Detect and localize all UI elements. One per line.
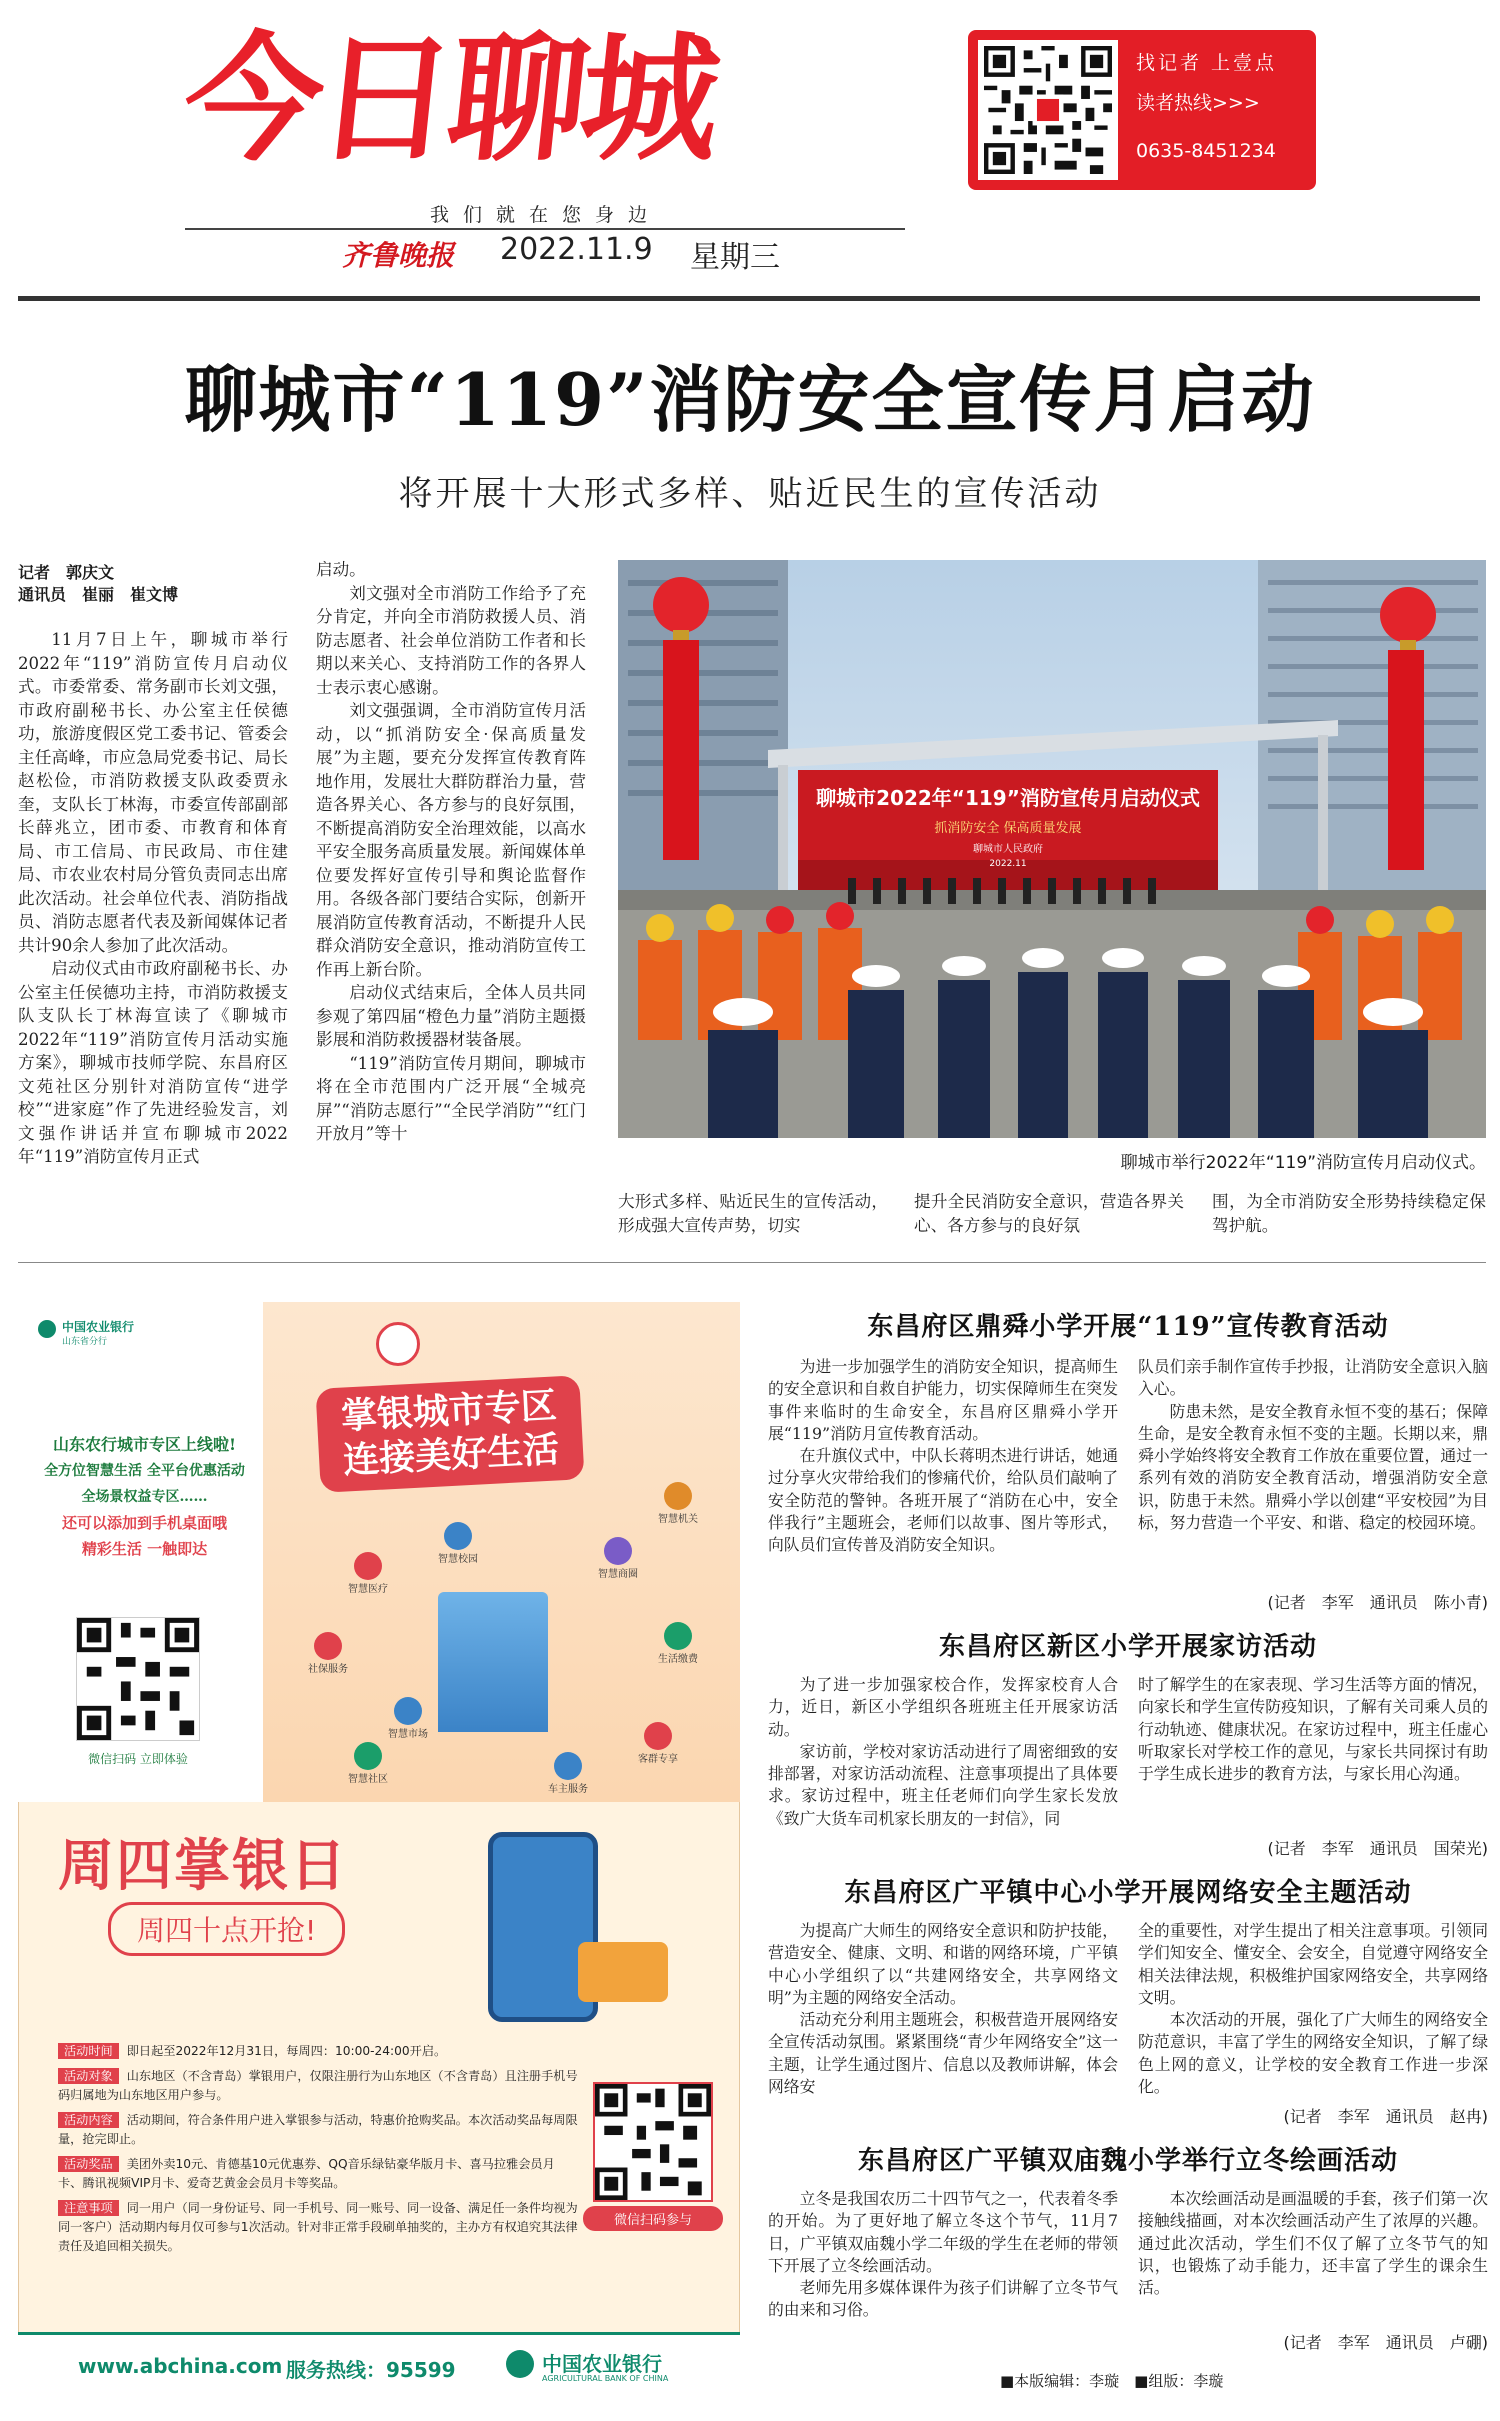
service-icon: 客群专享 (638, 1722, 678, 1765)
photo-banner-org: 聊城市人民政府 (973, 844, 1043, 855)
lead-paragraph: 11月7日上午，聊城市举行2022年“119”消防宣传月启动仪式。市委常委、常务副市长刘文强，市政府副秘书长、办公室主任侯德功，旅游度假区党工委书记、管委会主任高峰，市应急局党委书记、局长赵松俭，市消防救援支队政委贾永奎，支队长丁林海，市委宣传部副部长薛兆立，团市委、市教育和体育局、市工信局、市民政局、市住建局、市农业农村局分管负责同志出席此次活动。社会单位代表、消防指战员、消防志愿者代表及新闻媒体记者共计90余人参加了此次活动。 (18, 630, 288, 955)
service-icon: 生活缴费 (658, 1622, 698, 1665)
lead-paragraph: 启动仪式结束后，全体人员共同参观了第四届“橙色力量”消防主题摄影展和消防救援器材装备展。 (316, 983, 586, 1049)
story-column: 本次绘画活动是画温暖的手套，孩子们第一次接触线描画，对本次绘画活动产生了浓厚的兴趣。通过此次活动，学生们不仅了解了立冬节气的知识，也锻炼了动手能力，还丰富了学生的课余生活。 (1138, 2189, 1488, 2298)
ad-rule-item: 活动对象 山东地区（不含青岛）掌银用户，仅限注册行为山东地区（不含青岛）且注册手机号码归属地为山东地区用户参与。 (58, 2069, 578, 2102)
ad-promo-line3: 全场景权益专区…… (81, 1489, 208, 1505)
story-title: 东昌府区鼎舜小学开展“119”宣传教育活动 (867, 1312, 1389, 1342)
ad-banner-line2: 连接美好生活 (342, 1429, 561, 1482)
masthead-qr-icon[interactable] (978, 40, 1118, 180)
lead-paragraph: 刘文强强调，全市消防宣传月活动，以“抓消防安全·保高质量发展”为主题，要充分发挥宣传教育阵地作用，发展壮大群防群治力量，营造各界关心、各方参与的良好氛围，不断提高消防安全治理效能，以高水平安全服务高质量发展。新闻媒体单位要发挥好宣传引导和舆论监督作用。各级各部门要结合实际，创新开展消防宣传教育活动，不断提升人民群众消防安全意识，推动消防宣传工作再上新台阶。 (316, 701, 586, 979)
service-icon: 社保服务 (308, 1632, 348, 1675)
service-icon: 智慧校园 (438, 1522, 478, 1565)
hotline-number: 0635-8451234 (1136, 140, 1276, 162)
ad-rule-item: 活动时间 即日起至2022年12月31日，每周四：10:00-24:00开启。 (58, 2042, 578, 2061)
ad-weekday-title: 周四掌银日 (58, 1834, 348, 1899)
story-column: 为提高广大师生的网络安全意识和防护技能，营造安全、健康、文明、和谐的网络环境，广平镇中心小学组织了以“共建网络安全，共享网络文明”为主题的网络安全活动。 活动充分利用主题班会，积极营造开展网络安全宣传活动氛围。紧紧围绕“青少年网络安全”这一主题，让学生通过图片、信息以及教师讲解，体会网络安 (768, 1921, 1118, 2097)
lead-paragraph: 启动仪式由市政府副秘书长、办公室主任侯德功主持，市消防救援支队支队长丁林海宣读了《聊城市2022年“119”消防宣传月活动实施方案》，聊城市技师学院、东昌府区文苑社区分别针对消防宣传“进学校”“进家庭”作了先进经验发言，刘文强作讲话并宣布聊城市2022年“119”消防宣传月正式 (18, 959, 288, 1166)
page-editor-credit: ■本版编辑：李璇 ■组版：李璇 (1000, 2372, 1224, 2390)
ad-weekday-sub: 周四十点开抢! (108, 1902, 345, 1956)
service-icon: 车主服务 (548, 1752, 588, 1795)
story-column: 时了解学生的在家表现、学习生活等方面的情况，向家长和学生宣传防疫知识，了解有关司乘人员的行动轨迹、健康状况。在家访过程中，班主任虚心听取家长对学校工作的意见，与家长共同探讨有助于学生成长进步的教育方法，与家长用心沟通。 (1138, 1675, 1488, 1784)
masthead-slogan: 我们就在您身边 (430, 204, 662, 226)
service-icon: 智慧医疗 (348, 1552, 388, 1595)
masthead-weekday: 星期三 (690, 240, 780, 275)
ad-banner-line1: 掌银城市专区 (339, 1385, 558, 1438)
ad-footer-logo: 中国农业银行 (542, 2352, 662, 2376)
photo-banner-sub: 抓消防安全 保高质量发展 (934, 821, 1082, 836)
bank-branch: 山东省分行 (62, 1337, 108, 1347)
ad-promo-line1: 山东农行城市专区上线啦! (52, 1435, 237, 1454)
hotline-line1: 找记者 上壹点 (1136, 52, 1278, 74)
lead-paragraph: 刘文强对全市消防工作给予了充分肯定，并向全市消防救援人员、消防志愿者、社会单位消防工作者和长期以来关心、支持消防工作的各界人士表示衷心感谢。 (316, 583, 586, 697)
bank-advertisement (18, 1302, 740, 2404)
story-credit: (记者 李军 通讯员 陈小青) (1267, 1593, 1488, 1612)
story-column: 全的重要性，对学生提出了相关注意事项。引领同学们知安全、懂安全、会安全，自觉遵守网络安全相关法律法规，积极维护国家网络安全，共享网络文明。 本次活动的开展，强化了广大师生的网络安全防范意识，丰富了学生的网络安全知识，了解了绿色上网的意义，让学校的安全教育工作进一步深化。 (1138, 1921, 1488, 2097)
service-icon: 智慧商圈 (598, 1537, 638, 1580)
ad-promo-line2: 全方位智慧生活 全平台优惠活动 (44, 1463, 245, 1479)
lead-paragraph: 启动。 (316, 560, 366, 579)
ad-qr-icon[interactable] (76, 1617, 200, 1741)
story-column: 为进一步加强学生的消防安全知识，提高师生的安全意识和自救自护能力，切实保障师生在突发事件来临时的生命安全，东昌府区鼎舜小学开展“119”消防月宣传教育活动。 在升旗仪式中，中队长蒋明杰进行讲话，她通过分享火灾带给我们的惨痛代价，给队员们敲响了安全防范的警钟。各班开展了“消防在心中，安全伴我行”主题班会，老师们以故事、图片等形式，向队员们宣传普及消防安全知识。 (768, 1357, 1118, 1555)
ad-promo-line5: 精彩生活 一触即达 (81, 1540, 208, 1558)
gift-icon (578, 1942, 668, 2002)
lead-byline (18, 562, 288, 606)
ad-qr2-icon[interactable] (593, 2082, 713, 2202)
story-credit: (记者 李军 通讯员 卢硼) (1283, 2333, 1488, 2352)
city-skyline-icon (438, 1592, 548, 1732)
story-column: 为了进一步加强家校合作，发挥家校育人合力，近日，新区小学组织各班班主任开展家访活动。 家访前，学校对家访活动进行了周密细致的安排部署，对家访活动流程、注意事项提出了具体要求。家访过程中，班主任老师们向学生家长发放《致广大货车司机家长朋友的一封信》，同 (768, 1675, 1118, 1828)
masthead-title: 今日聊城 (176, 19, 722, 180)
ad-qr2-caption: 微信扫码参与 (583, 2206, 723, 2231)
service-icon: 智慧社区 (348, 1742, 388, 1785)
photo-banner-date: 2022.11 (989, 859, 1027, 869)
masthead-date: 2022.11.9 (500, 232, 653, 267)
lead-column-1 (18, 628, 288, 1169)
lead-subhead: 将开展十大形式多样、贴近民生的宣传活动 (398, 474, 1102, 514)
story-credit: (记者 李军 通讯员 赵冉) (1283, 2107, 1488, 2126)
byline-reporter: 记者 郭庆文 (18, 563, 115, 582)
byline-correspondent: 通讯员 崔丽 崔文博 (18, 585, 179, 604)
story-credit: (记者 李军 通讯员 国荣光) (1267, 1839, 1488, 1858)
abc-footer-logo-icon (506, 2350, 534, 2378)
lead-headline: 聊城市“119”消防安全宣传月启动 (184, 357, 1316, 442)
ad-website[interactable]: www.abchina.com (78, 2354, 283, 2378)
lead-column-2 (316, 558, 586, 1146)
masthead-brand: 齐鲁晚报 (342, 239, 455, 272)
service-icon: 智慧机关 (658, 1482, 698, 1525)
ad-footer-logo-en: AGRICULTURAL BANK OF CHINA (542, 2374, 669, 2383)
lead-column-3: 大形式多样、贴近民生的宣传活动，形成强大宣传声势，切实 (618, 1192, 888, 1235)
photo-caption: 聊城市举行2022年“119”消防宣传月启动仪式。 (1120, 1153, 1486, 1173)
masthead-rule (18, 296, 1480, 301)
bank-logo-icon (38, 1320, 56, 1338)
section-divider (18, 1262, 1486, 1263)
ad-rule-item: 注意事项 同一用户（同一身份证号、同一手机号、同一账号、同一设备、满足任一条件均视为同一客户）活动期内每月仅可参与1次活动。针对非正常手段刷单抽奖的，主办方有权追究其法律责任及追回相关损失。 (58, 2201, 578, 2253)
story-title: 东昌府区新区小学开展家访活动 (938, 1632, 1317, 1662)
lead-column-5: 围，为全市消防安全形势持续稳定保驾护航。 (1212, 1192, 1486, 1235)
mascot-icon (376, 1322, 420, 1366)
masthead-divider (185, 228, 905, 230)
hotline-line2: 读者热线>>> (1136, 92, 1260, 114)
lead-column-4: 提升全民消防安全意识，营造各界关心、各方参与的良好氛 (914, 1192, 1184, 1235)
bank-logo-text: 中国农业银行 (62, 1320, 135, 1334)
ad-rule-item: 活动奖品 美团外卖10元、肯德基10元优惠券、QQ音乐绿钻豪华版月卡、喜马拉雅会员月卡、腾讯视频VIP月卡、爱奇艺黄金会员月卡等奖品。 (58, 2157, 555, 2190)
ad-promo-line4: 还可以添加到手机桌面哦 (61, 1514, 227, 1532)
story-column: 队员们亲手制作宣传手抄报，让消防安全意识入脑入心。 防患未然，是安全教育永恒不变的基石；保障生命，是安全教育永恒不变的主题。长期以来，鼎舜小学始终将安全教育工作放在重要位置，通过一系列有效的消防安全教育活动，增强消防安全意识，防患于未然。鼎舜小学以创建“平安校园”为目标，努力营造一个平安、和谐、稳定的校园环境。 (1138, 1357, 1488, 1533)
ad-qr-caption: 微信扫码 立即体验 (88, 1752, 188, 1766)
ad-rule-item: 活动内容 活动期间，符合条件用户进入掌银参与活动，特惠价抢购奖品。本次活动奖品每周限量，抢完即止。 (58, 2113, 578, 2146)
ad-hotline: 服务热线：95599 (286, 2358, 456, 2382)
story-title: 东昌府区广平镇中心小学开展网络安全主题活动 (844, 1878, 1412, 1908)
lead-photo (618, 560, 1486, 1138)
story-title: 东昌府区广平镇双庙魏小学举行立冬绘画活动 (857, 2146, 1398, 2176)
service-icon: 智慧市场 (388, 1697, 428, 1740)
lead-paragraph: “119”消防宣传月期间，聊城市将在全市范围内广泛开展“全城亮屏”“消防志愿行”“全民学消防”“红门开放月”等十 (316, 1053, 586, 1143)
photo-banner-text: 聊城市2022年“119”消防宣传月启动仪式 (816, 786, 1200, 810)
story-column: 立冬是我国农历二十四节气之一，代表着冬季的开始。为了更好地了解立冬这个节气，11月7日，广平镇双庙魏小学二年级的学生在老师的带领下开展了立冬绘画活动。 老师先用多媒体课件为孩子们讲解了立冬节气的由来和习俗。 (768, 2189, 1118, 2320)
